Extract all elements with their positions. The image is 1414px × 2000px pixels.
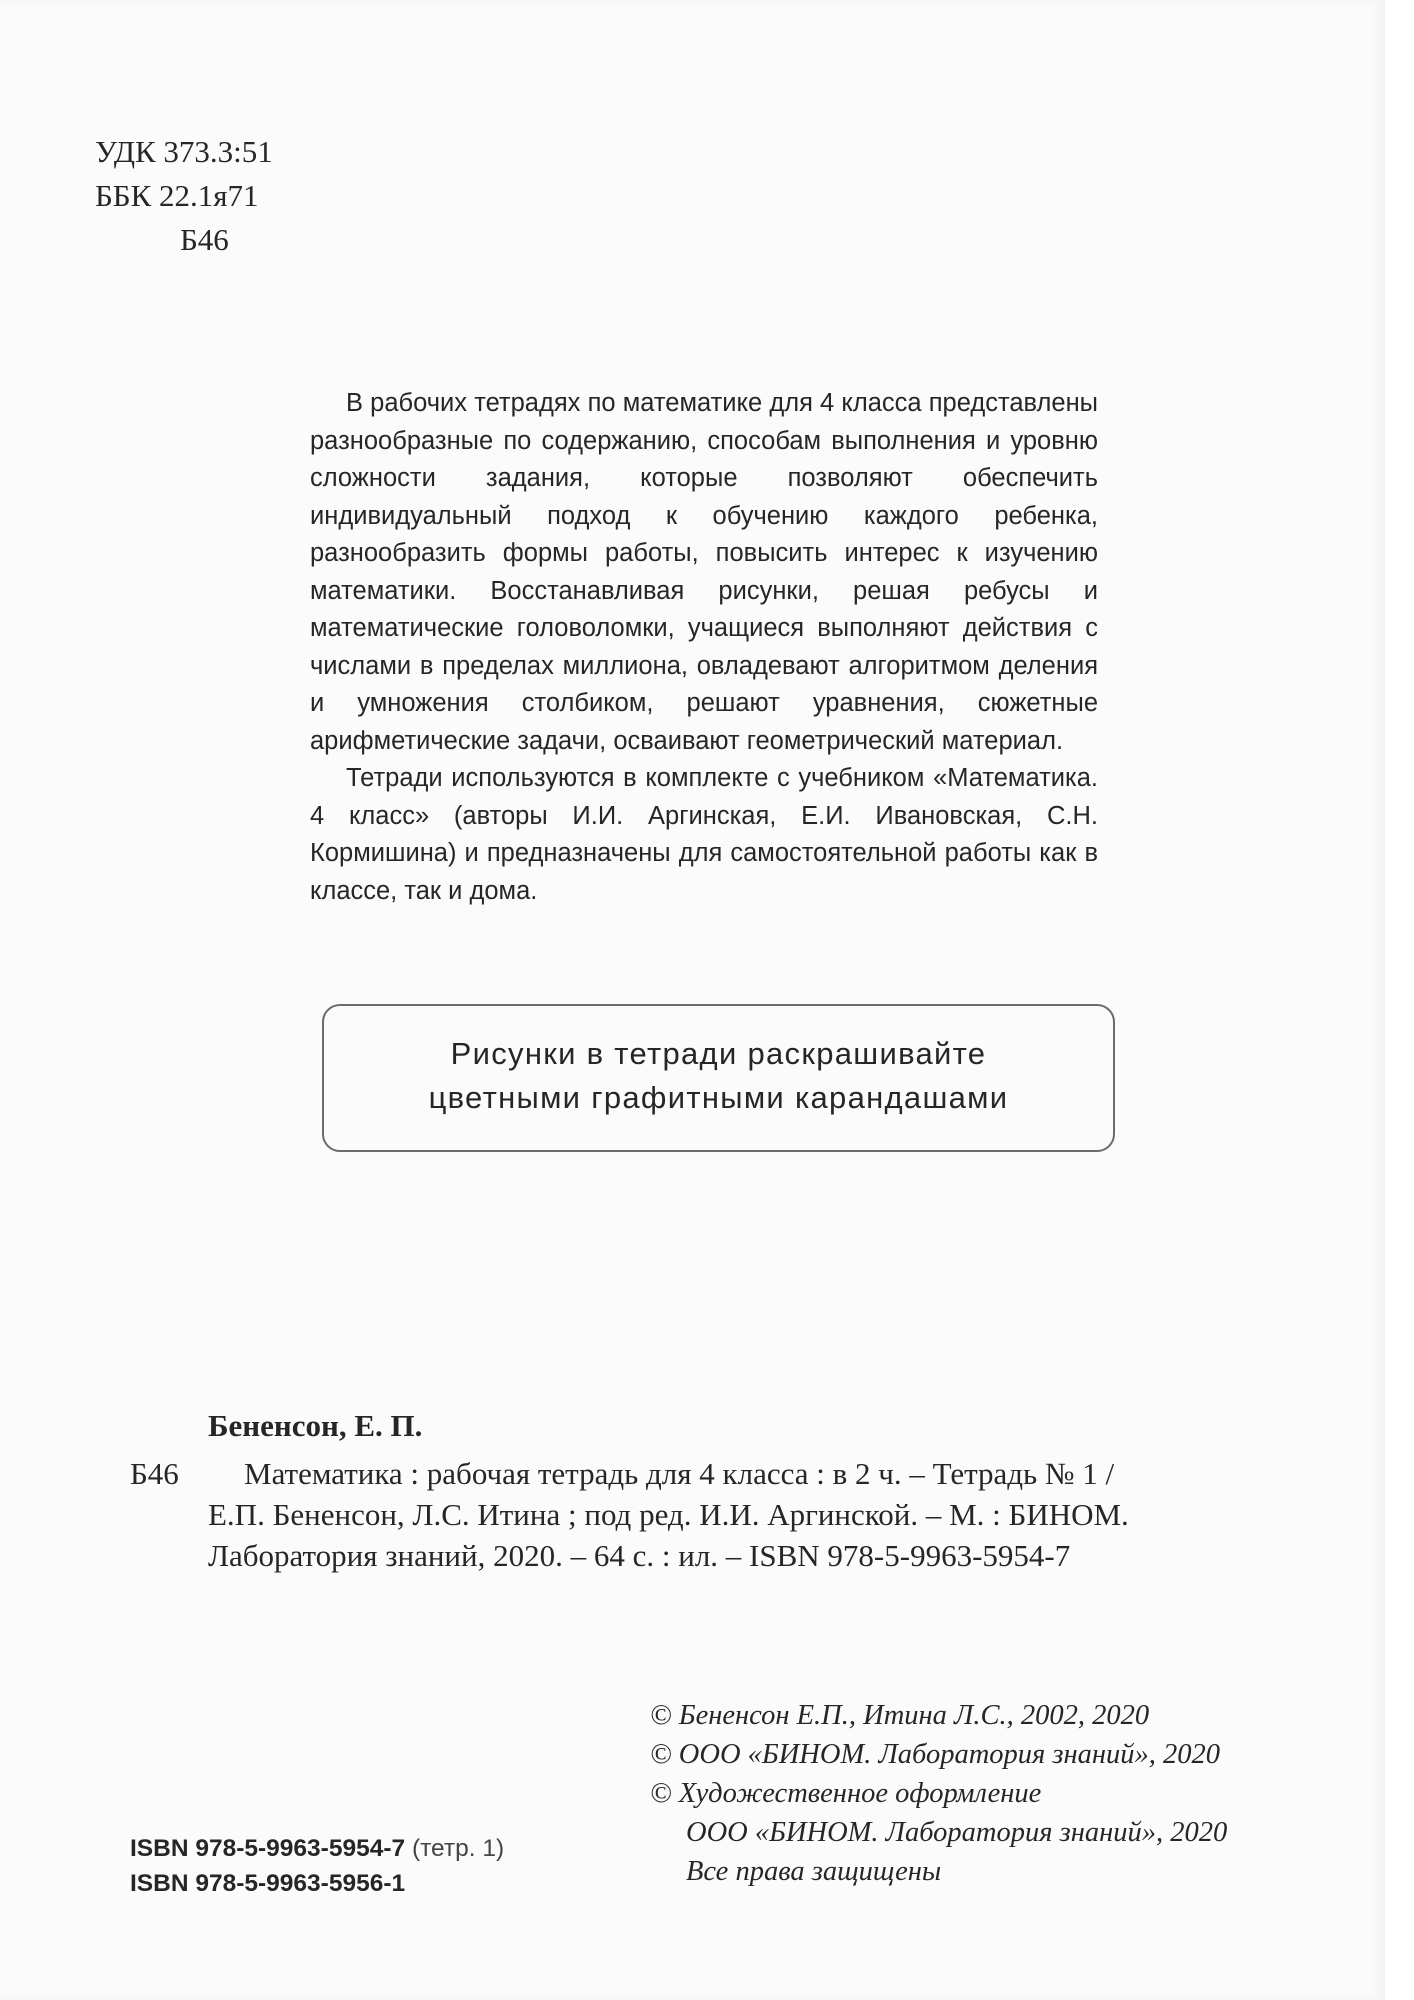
- author-sign: Б46: [180, 222, 229, 257]
- copyright-line: © Бененсон Е.П., Итина Л.С., 2002, 2020: [650, 1700, 1150, 1731]
- catalog-line: Е.П. Бененсон, Л.С. Итина ; под ред. И.И. Аргинской. – М. : БИНОМ.: [208, 1497, 1129, 1532]
- isbn-line-2: [130, 1866, 504, 1901]
- annotation: [310, 385, 1098, 910]
- copyright-block: [650, 1696, 1227, 1891]
- copyright-line: © ООО «БИНОМ. Лаборатория знаний», 2020: [650, 1739, 1221, 1770]
- isbn-note: (тетр. 1): [411, 1835, 505, 1862]
- isbn-number: ISBN 978-5-9963-5954-7: [130, 1835, 406, 1862]
- copyright-line: Все права защищены: [686, 1856, 942, 1887]
- notice-line: Рисунки в тетради раскрашивайте: [450, 1036, 987, 1071]
- isbn-number: ISBN 978-5-9963-5956-1: [130, 1870, 406, 1897]
- bbk-code: ББК 22.1я71: [95, 178, 259, 213]
- notice-line: цветными графитными карандашами: [428, 1080, 1009, 1115]
- catalog-author: Бененсон, Е. П.: [208, 1408, 423, 1443]
- annotation-paragraph: Тетради используются в комплекте с учебником «Математика. 4 класс» (авторы И.И. Аргинская, Е.И. Ивановская, С.Н. Кормишина) и предназначены для самостоятельной работы как в классе, так и дома.: [310, 764, 1098, 905]
- catalog-line: Лаборатория знаний, 2020. – 64 с. : ил. – ISBN 978-5-9963-5954-7: [208, 1538, 1071, 1573]
- udk-code: УДК 373.3:51: [95, 134, 273, 169]
- classification-codes: [95, 130, 273, 262]
- catalog-description: [208, 1453, 1414, 1576]
- catalog-line: Математика : рабочая тетрадь для 4 класса : в 2 ч. – Тетрадь № 1 /: [244, 1456, 1115, 1491]
- catalog-code: Б46: [130, 1456, 179, 1491]
- isbn-line-1: [130, 1831, 504, 1866]
- page-edge: [1385, 0, 1414, 2000]
- isbn-block: [130, 1831, 504, 1901]
- annotation-paragraph: В рабочих тетрадях по математике для 4 класса представлены разнообразные по содержанию, способам выполнения и уровню сложности задания, которые позволяют обеспечить индивидуальный подход к обучению каждого ребенка, разнообразить формы работы, повысить интерес к изучению математики. Восстанавливая рисунки, решая ребусы и математические головоломки, учащиеся выполняют действия с числами в пределах миллиона, овладевают алгоритмом деления и умножения столбиком, решают уравнения, сюжетные арифметические задачи, осваивают геометрический материал.: [310, 389, 1098, 755]
- copyright-line: ООО «БИНОМ. Лаборатория знаний», 2020: [686, 1817, 1228, 1848]
- coloring-notice-box: [322, 1004, 1115, 1152]
- copyright-line: © Художественное оформление: [650, 1778, 1042, 1809]
